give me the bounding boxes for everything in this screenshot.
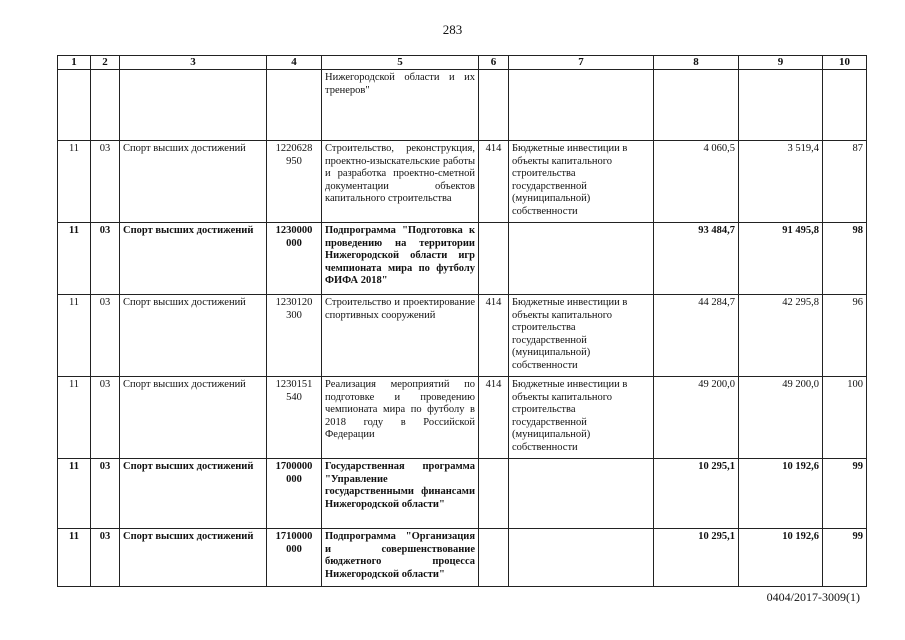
cell-section: 11 — [58, 377, 91, 459]
page-number: 283 — [442, 22, 463, 37]
cell-value-col8 — [654, 70, 739, 141]
column-header: 3 — [120, 56, 267, 70]
column-header: 9 — [739, 56, 823, 70]
cell-name — [120, 70, 267, 141]
table-row — [58, 459, 867, 529]
cell-description: Подпрограмма "Подготовка к проведению на территории Нижегородской области игр чемпионата мира по футболу ФИФА 2018" — [322, 223, 479, 295]
cell-expense-type-code — [479, 459, 509, 529]
cell-value-col8: 93 484,7 — [654, 223, 739, 295]
cell-target-code: 1230120 300 — [267, 295, 322, 377]
cell-value-col10: 87 — [823, 141, 867, 223]
cell-target-code: 1700000 000 — [267, 459, 322, 529]
cell-value-col8: 10 295,1 — [654, 459, 739, 529]
cell-expense-type-name: Бюджетные инвестиции в объекты капитального строительства государственной (муниципальной) собственности — [509, 141, 654, 223]
cell-name: Спорт высших достижений — [120, 223, 267, 295]
cell-expense-type-name — [509, 70, 654, 141]
table-header-row — [58, 56, 867, 70]
cell-value-col9: 10 192,6 — [739, 529, 823, 587]
cell-value-col9: 49 200,0 — [739, 377, 823, 459]
cell-expense-type-code — [479, 529, 509, 587]
cell-name: Спорт высших достижений — [120, 459, 267, 529]
budget-table — [57, 55, 867, 587]
cell-expense-type-code: 414 — [479, 377, 509, 459]
cell-expense-type-code: 414 — [479, 295, 509, 377]
cell-name: Спорт высших достижений — [120, 377, 267, 459]
column-header: 7 — [509, 56, 654, 70]
cell-target-code: 1710000 000 — [267, 529, 322, 587]
cell-value-col10: 99 — [823, 459, 867, 529]
cell-expense-type-name — [509, 223, 654, 295]
cell-expense-type-name — [509, 459, 654, 529]
cell-value-col9: 3 519,4 — [739, 141, 823, 223]
cell-value-col8: 49 200,0 — [654, 377, 739, 459]
cell-value-col8: 44 284,7 — [654, 295, 739, 377]
table-row — [58, 223, 867, 295]
cell-target-code: 1230151 540 — [267, 377, 322, 459]
cell-value-col10: 96 — [823, 295, 867, 377]
cell-expense-type-name: Бюджетные инвестиции в объекты капитального строительства государственной (муниципальной) собственности — [509, 295, 654, 377]
cell-description: Строительство, реконструкция, проектно-изыскательские работы и разработка проектно-сметной документации объектов капитального строительства — [322, 141, 479, 223]
table-row — [58, 529, 867, 587]
cell-section: 11 — [58, 223, 91, 295]
cell-expense-type-name: Бюджетные инвестиции в объекты капитального строительства государственной (муниципальной) собственности — [509, 377, 654, 459]
column-header: 1 — [58, 56, 91, 70]
cell-value-col9: 42 295,8 — [739, 295, 823, 377]
cell-value-col9: 10 192,6 — [739, 459, 823, 529]
cell-name: Спорт высших достижений — [120, 529, 267, 587]
cell-expense-type-code — [479, 70, 509, 141]
cell-target-code: 1220628 950 — [267, 141, 322, 223]
cell-value-col10: 100 — [823, 377, 867, 459]
cell-expense-type-code — [479, 223, 509, 295]
table-row — [58, 141, 867, 223]
cell-subsection: 03 — [91, 141, 120, 223]
table-row — [58, 70, 867, 141]
cell-name: Спорт высших достижений — [120, 141, 267, 223]
cell-subsection: 03 — [91, 295, 120, 377]
cell-subsection: 03 — [91, 223, 120, 295]
column-header: 8 — [654, 56, 739, 70]
cell-description: Строительство и проектирование спортивных сооружений — [322, 295, 479, 377]
cell-name: Спорт высших достижений — [120, 295, 267, 377]
cell-section: 11 — [58, 529, 91, 587]
cell-expense-type-code: 414 — [479, 141, 509, 223]
column-header: 6 — [479, 56, 509, 70]
cell-value-col10: 99 — [823, 529, 867, 587]
cell-section — [58, 70, 91, 141]
cell-expense-type-name — [509, 529, 654, 587]
cell-section: 11 — [58, 459, 91, 529]
column-header: 5 — [322, 56, 479, 70]
cell-value-col8: 4 060,5 — [654, 141, 739, 223]
cell-section: 11 — [58, 295, 91, 377]
cell-value-col8: 10 295,1 — [654, 529, 739, 587]
cell-subsection — [91, 70, 120, 141]
document-id: 0404/2017-3009(1) — [766, 590, 860, 604]
cell-subsection: 03 — [91, 529, 120, 587]
column-header: 10 — [823, 56, 867, 70]
cell-target-code: 1230000 000 — [267, 223, 322, 295]
cell-value-col9: 91 495,8 — [739, 223, 823, 295]
cell-description: Государственная программа "Управление государственными финансами Нижегородской области" — [322, 459, 479, 529]
cell-section: 11 — [58, 141, 91, 223]
cell-subsection: 03 — [91, 377, 120, 459]
cell-description: Подпрограмма "Организация и совершенствование бюджетного процесса Нижегородской области" — [322, 529, 479, 587]
cell-value-col10 — [823, 70, 867, 141]
cell-subsection: 03 — [91, 459, 120, 529]
table-row — [58, 295, 867, 377]
column-header: 2 — [91, 56, 120, 70]
cell-description: Нижегородской области и их тренеров" — [322, 70, 479, 141]
cell-value-col9 — [739, 70, 823, 141]
cell-value-col10: 98 — [823, 223, 867, 295]
table-row — [58, 377, 867, 459]
cell-target-code — [267, 70, 322, 141]
cell-description: Реализация мероприятий по подготовке и проведению чемпионата мира по футболу в 2018 году в Российской Федерации — [322, 377, 479, 459]
column-header: 4 — [267, 56, 322, 70]
